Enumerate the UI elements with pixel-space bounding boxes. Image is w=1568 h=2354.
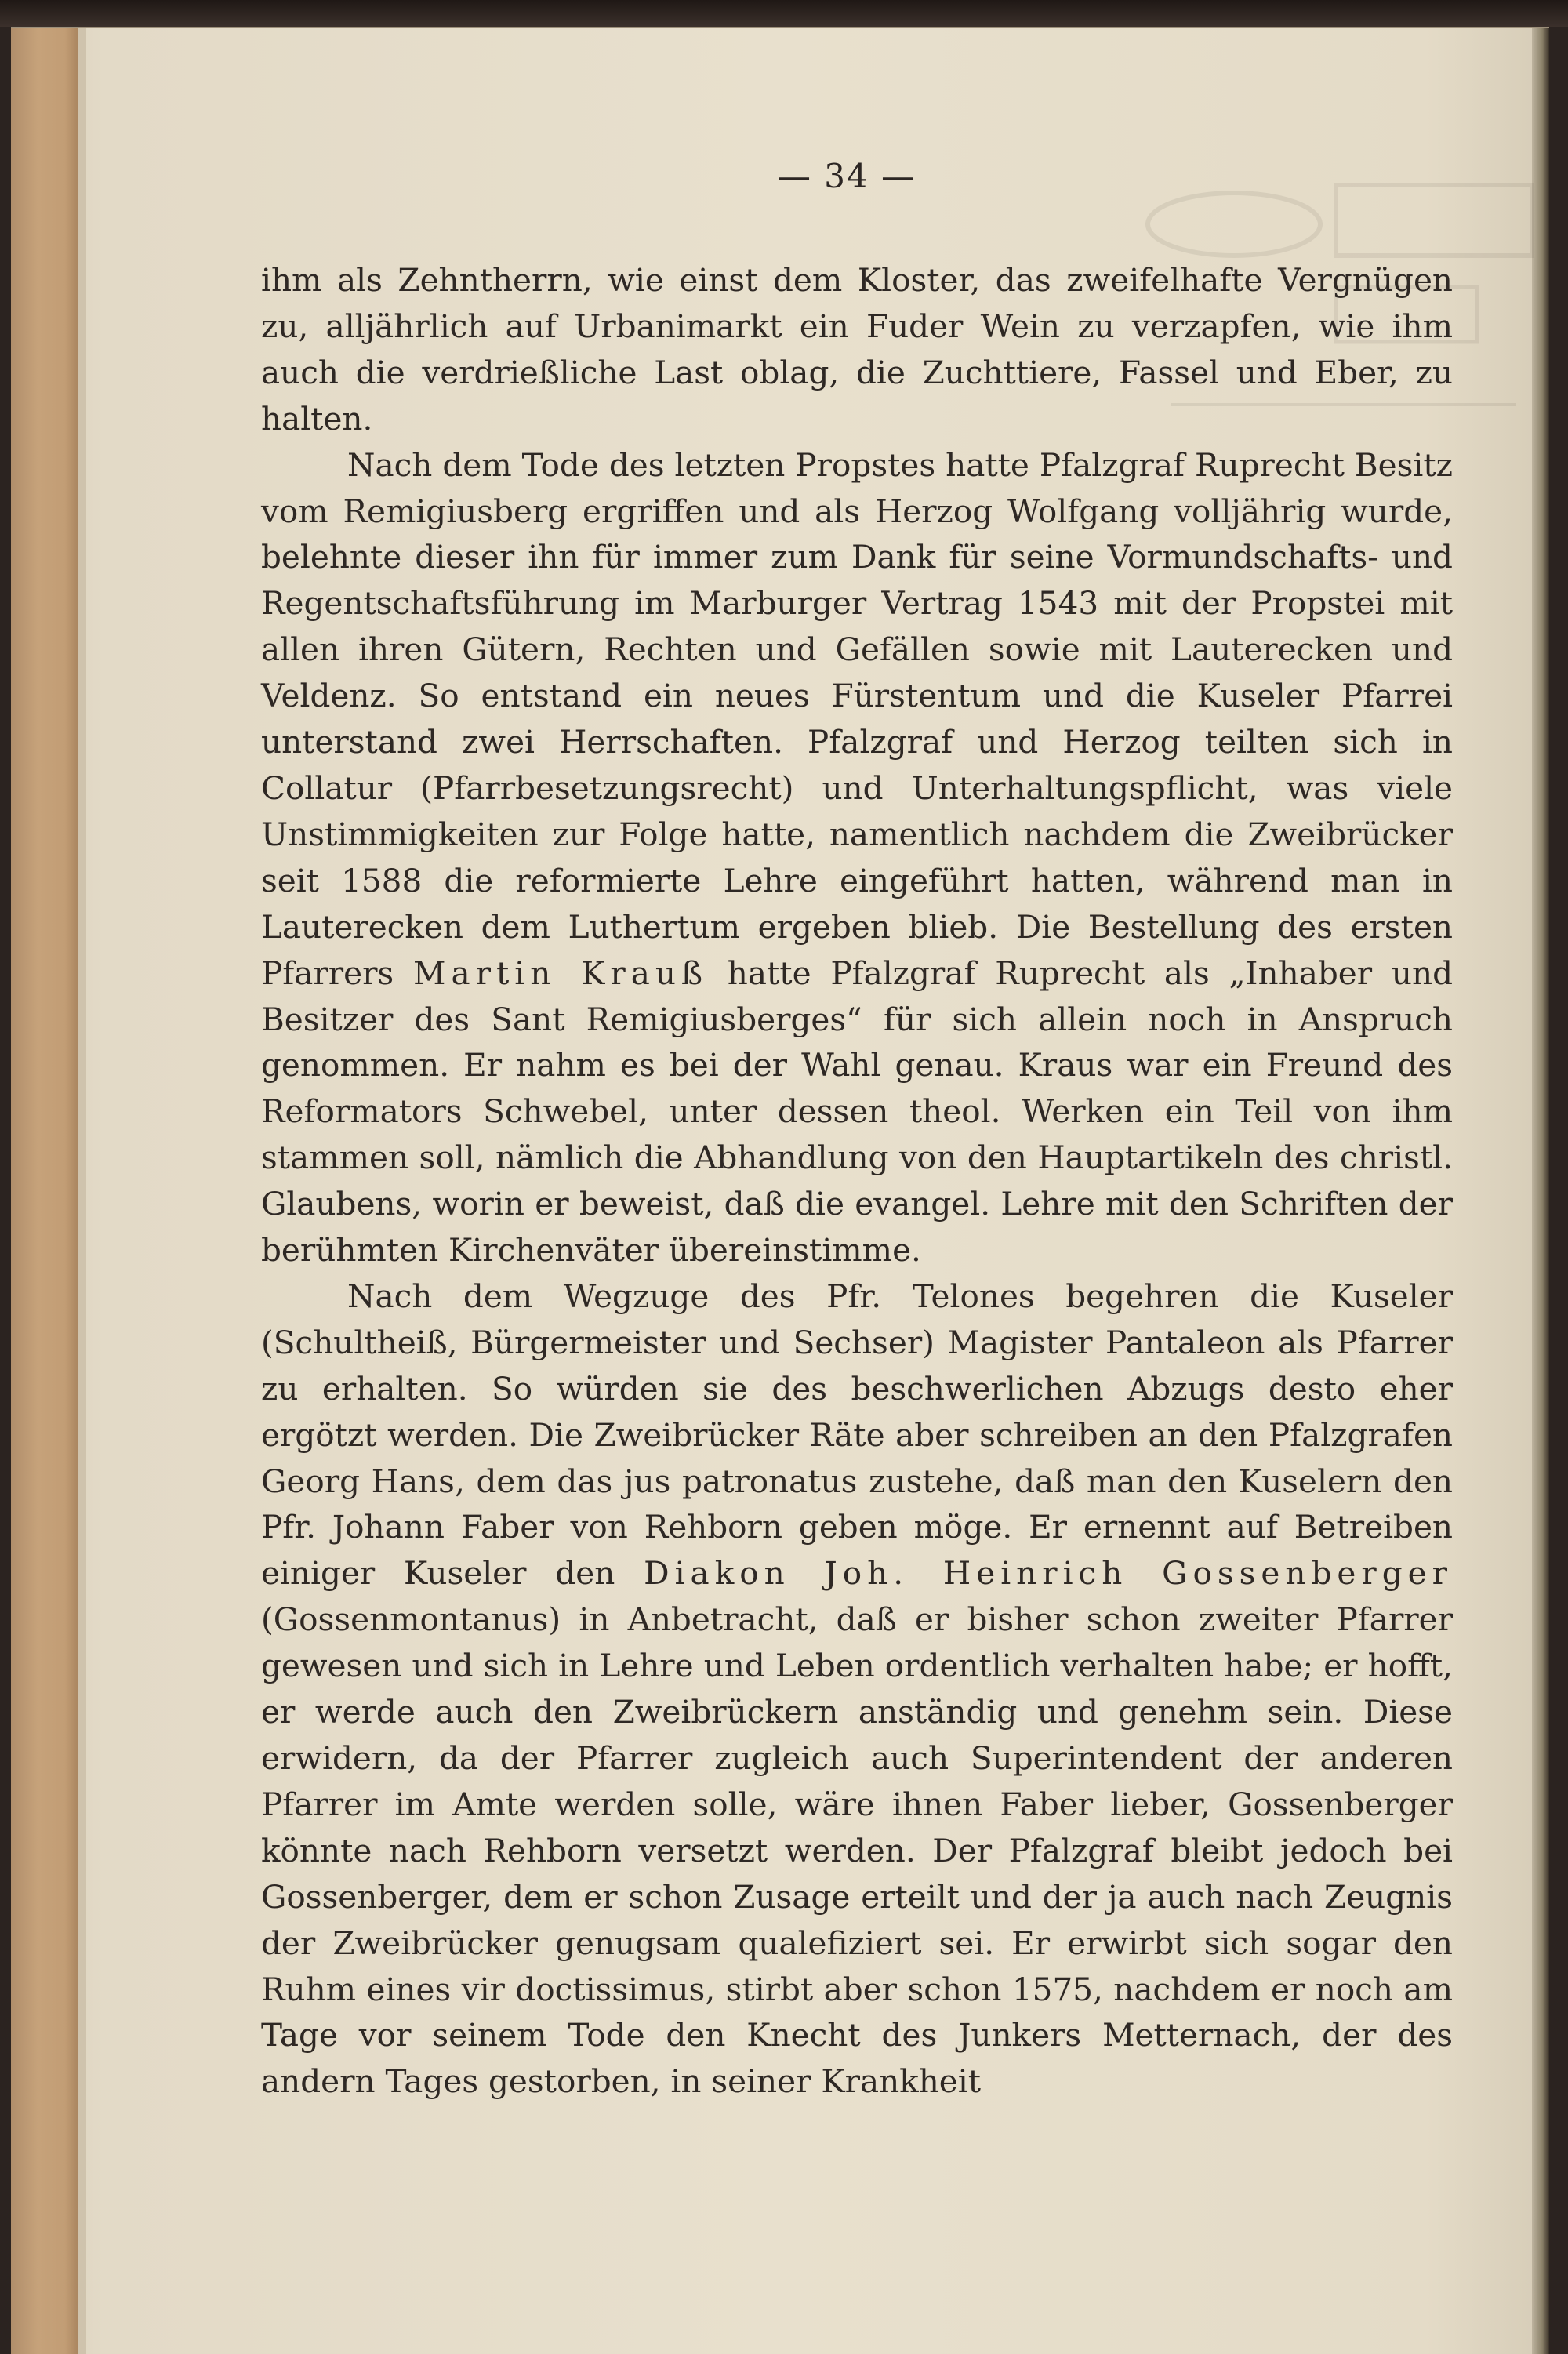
paragraph <box>261 257 1453 442</box>
top-shadow-edge <box>0 0 1568 27</box>
paragraph <box>261 442 1453 1273</box>
book-binding <box>11 28 80 2354</box>
paragraph-text: Nach dem Wegzuge des Pfr. Telones begehren die Kuseler (Schultheiß, Bürgermeister und Sechser) Magister Pantaleon als Pfarrer zu erhalten. So würden sie des beschwerlichen Abzugs desto eher ergötzt werden. Die Zweibrücker Räte aber schreiben an den Pfalzgrafen Georg Hans, dem das jus patronatus zustehe, daß man den Kuselern den Pfr. Johann Faber von Rehborn geben möge. Er ernennt auf Betreiben einiger Kuseler den <box>261 1277 1453 1593</box>
paragraph-text: (Gossenmontanus) in Anbetracht, daß er bisher schon zweiter Pfarrer gewesen und sich in Lehre und Leben ordentlich verhalten habe; er hofft, er werde auch den Zweibrückern anständig und genehm sein. Diese erwidern, da der Pfarrer zugleich auch Superintendent der anderen Pfarrer im Amte werden solle, wäre ihnen Faber lieber, Gossenberger könnte nach Rehborn versetzt werden. Der Pfalzgraf bleibt jedoch bei Gossenberger, dem er schon Zusage erteilt und der ja auch nach Zeugnis der Zweibrücker genugsam qualefiziert sei. Er erwirbt sich sogar den Ruhm eines vir doctissimus, stirbt aber schon 1575, nachdem er noch am Tage vor seinem Tode den Knecht des Junkers Metternach, der des andern Tages gestorben, in seiner Krankheit <box>261 1600 1453 2101</box>
paragraph-text: Nach dem Tode des letzten Propstes hatte Pfalzgraf Ruprecht Besitz vom Remigiusberg ergriffen und als Herzog Wolfgang volljährig wurde, belehnte dieser ihn für immer zum Dank für seine Vormundschafts- und Regentschaftsführung im Marburger Vertrag 1543 mit der Propstei mit allen ihren Gütern, Rechten und Gefällen sowie mit Lauterecken und Veldenz. So entstand ein neues Fürstentum und die Kuseler Pfarrei unterstand zwei Herrschaften. Pfalzgraf und Herzog teilten sich in Collatur (Pfarrbesetzungsrecht) und Unterhaltungspflicht, was viele Unstimmigkeiten zur Folge hatte, namentlich nachdem die Zweibrücker seit 1588 die reformierte Lehre eingeführt hatten, während man in Lauterecken dem Luthertum ergeben blieb. Die Bestellung des ersten Pfarrers <box>261 445 1453 992</box>
spaced-name-text: Diakon Joh. Heinrich Gossenberger <box>644 1554 1453 1593</box>
paragraph-text: ihm als Zehntherrn, wie einst dem Kloster, das zweifelhafte Vergnügen zu, alljährlich auf Urbanimarkt ein Fuder Wein zu verzapfen, wie ihm auch die verdrießliche Last oblag, die Zuchttiere, Fassel und Eber, zu halten. <box>261 261 1453 438</box>
page-number: — 34 — <box>777 157 916 195</box>
binding-gutter <box>78 28 86 2354</box>
spaced-name-text: Martin Krauß <box>413 954 708 992</box>
paragraph-text: hatte Pfalzgraf Ruprecht als „Inhaber und Besitzer des Sant Remigiusberges“ für sich allein noch in Anspruch genommen. Er nahm es bei der Wahl genau. Kraus war ein Freund des Reformators Schwebel, unter dessen theol. Werken ein Teil von ihm stammen soll, nämlich die Abhandlung von den Hauptartikeln des christl. Glaubens, worin er beweist, daß die evangel. Lehre mit den Schriften der berühmten Kirchenväter übereinstimme. <box>261 954 1454 1270</box>
paragraph <box>261 1273 1453 2105</box>
body-text <box>261 257 1453 2105</box>
